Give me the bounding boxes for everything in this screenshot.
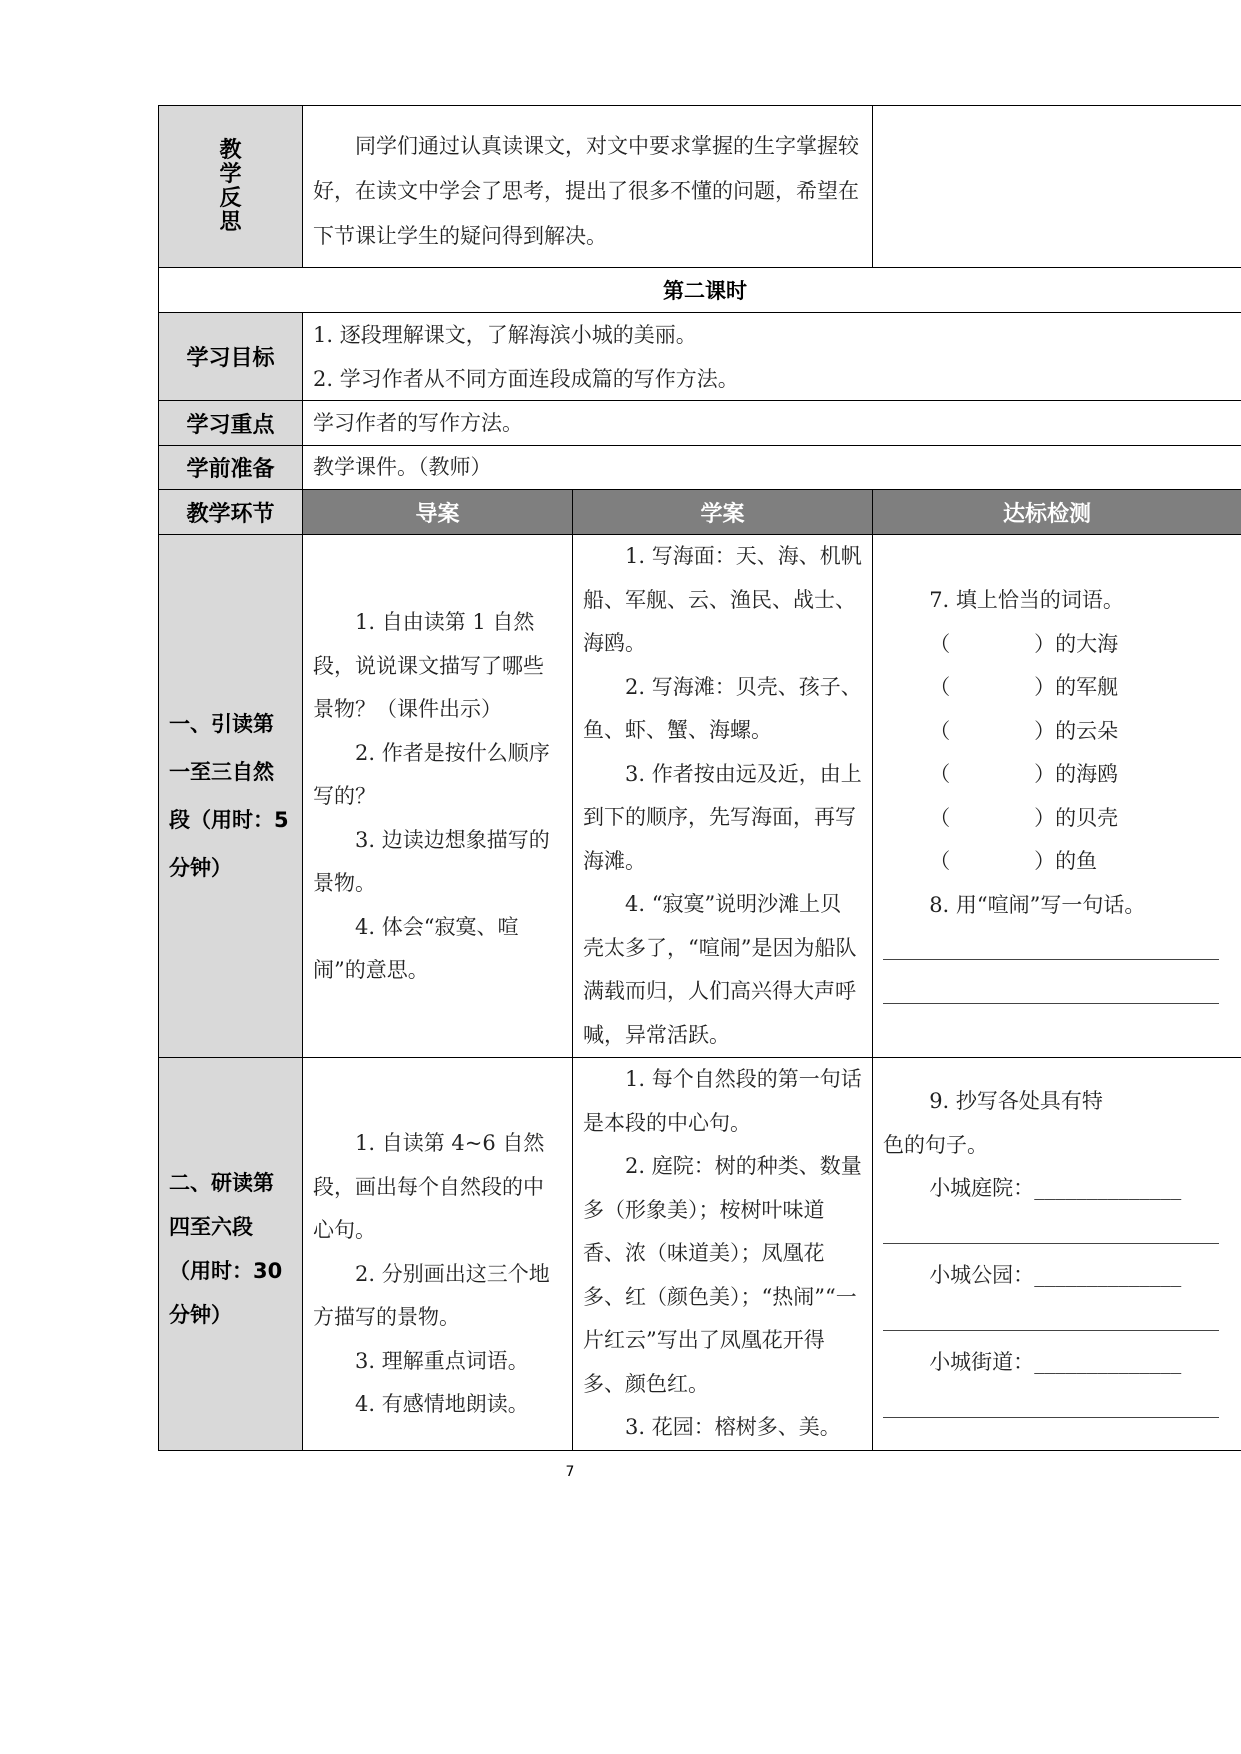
stage1-study — [572, 534, 873, 1058]
reflection-text: 同学们通过认真读课文，对文中要求掌握的生字掌握较好，在读文中学会了思考，提出了很多不懂的问题，希望在下节课让学生的疑问得到解决。 — [313, 134, 859, 248]
header-study — [572, 489, 873, 535]
fill-blank[interactable]: （ ）的鱼 — [929, 849, 1098, 873]
guide-item: 2. 分别画出这三个地方描写的景物。 — [313, 1261, 550, 1329]
stage2-guide — [302, 1057, 573, 1451]
goal-item: 1. 逐段理解课文，了解海滨小城的美丽。 — [313, 323, 697, 347]
reflection-label-char: 学 — [219, 161, 242, 187]
stage1-check — [872, 534, 1241, 1058]
study-item: 3. 作者按由远及近，由上到下的顺序，先写海面，再写海滩。 — [583, 761, 862, 873]
fill-blank[interactable]: （ ）的海鸥 — [929, 762, 1119, 786]
guide-item: 1. 自由读第 1 自然段，说说课文描写了哪些景物？（课件出示） — [313, 610, 544, 721]
answer-line[interactable]: ________________________________ — [883, 979, 1219, 1004]
header-guide-text: 导案 — [415, 501, 460, 527]
stage2-check — [872, 1057, 1241, 1451]
prep-text: 教学课件。（教师） — [313, 455, 492, 479]
focus-cell — [302, 400, 1241, 446]
page-number: 7 — [565, 1464, 575, 1480]
stage2-label — [158, 1057, 303, 1451]
reflection-label-char: 教 — [219, 137, 242, 163]
study-item: 3. 花园：榕树多、美。 — [625, 1415, 841, 1439]
reflection-label-char: 思 — [219, 209, 242, 235]
guide-item: 1. 自读第 4~6 自然段，画出每个自然段的中心句。 — [313, 1131, 545, 1242]
prep-cell — [302, 445, 1241, 490]
study-item: 2. 写海滩：贝壳、孩子、鱼、虾、蟹、海螺。 — [583, 674, 862, 742]
copy-item — [883, 1167, 1241, 1211]
stage2-study — [572, 1057, 873, 1451]
copy-item — [883, 1254, 1241, 1298]
check-question: 9. 抄写各处具有特色的句子。 — [883, 1089, 1103, 1157]
study-item: 1. 每个自然段的第一句话是本段的中心句。 — [583, 1067, 862, 1135]
goals-label-text: 学习目标 — [186, 346, 275, 371]
copy-item-label: 小城公园： — [929, 1263, 1035, 1287]
copy-line-full[interactable]: ________________________________ — [883, 1219, 1219, 1244]
stage2-label-text: 二、研读第四至六段（用时：30 分钟） — [169, 1171, 283, 1327]
fill-blank[interactable]: （ ）的云朵 — [929, 718, 1119, 743]
copy-line-full[interactable]: ________________________________ — [883, 1393, 1219, 1418]
study-item: 4. “寂寞”说明沙滩上贝壳太多了，“喧闹”是因为船队满载而归，人们高兴得大声呼喊，异常活跃。 — [583, 892, 857, 1047]
guide-item: 4. 有感情地朗读。 — [355, 1392, 529, 1416]
copy-item-label: 小城庭院： — [929, 1176, 1035, 1200]
copy-item-label: 小城街道： — [929, 1350, 1035, 1374]
header-guide — [302, 489, 573, 535]
header-stage — [158, 489, 303, 535]
copy-line[interactable]: ______________ — [1034, 1176, 1182, 1200]
reflection-text-cell — [302, 105, 873, 268]
focus-text: 学习作者的写作方法。 — [313, 410, 523, 435]
guide-item: 3. 边读边想象描写的景物。 — [313, 827, 550, 895]
answer-line[interactable]: ________________________________ — [883, 936, 1219, 960]
reflection-empty-cell — [872, 105, 1241, 268]
header-stage-text: 教学环节 — [186, 501, 275, 527]
goals-cell — [302, 312, 1241, 401]
copy-line[interactable]: ______________ — [1034, 1263, 1182, 1287]
guide-item: 3. 理解重点词语。 — [355, 1348, 529, 1373]
focus-label — [158, 400, 303, 446]
reflection-label-char: 反 — [219, 185, 242, 211]
lesson-title-text: 第二课时 — [663, 279, 747, 303]
focus-label-text: 学习重点 — [186, 412, 275, 438]
goals-label — [158, 312, 303, 401]
copy-line-full[interactable]: ________________________________ — [883, 1306, 1219, 1331]
fill-blank[interactable]: （ ）的军舰 — [929, 675, 1119, 699]
header-check — [872, 489, 1241, 535]
guide-item: 4. 体会“寂寞、喧闹”的意思。 — [313, 914, 519, 982]
lesson-title — [158, 267, 1241, 313]
copy-line[interactable]: ______________ — [1034, 1350, 1182, 1374]
header-check-text: 达标检测 — [1003, 501, 1092, 527]
copy-item — [883, 1341, 1241, 1385]
study-item: 2. 庭院：树的种类、数量多（形象美）；桉树叶味道香、浓（味道美）；凤凰花多、红（颜色美）；“热闹”“一片红云”写出了凤凰花开得多、颜色红。 — [583, 1154, 862, 1396]
header-study-text: 学案 — [700, 501, 745, 527]
prep-label-text: 学前准备 — [186, 457, 275, 482]
stage1-label — [158, 534, 303, 1058]
fill-blank[interactable]: （ ）的大海 — [929, 631, 1119, 656]
guide-item: 2. 作者是按什么顺序写的？ — [313, 740, 550, 808]
reflection-label — [158, 105, 303, 268]
prep-label — [158, 445, 303, 490]
stage1-guide — [302, 534, 573, 1058]
check-question: 8. 用“喧闹”写一句话。 — [929, 892, 1146, 917]
check-question: 7. 填上恰当的词语。 — [929, 588, 1124, 612]
fill-blank[interactable]: （ ）的贝壳 — [929, 805, 1119, 830]
goal-item: 2. 学习作者从不同方面连段成篇的写作方法。 — [313, 367, 739, 391]
study-item: 1. 写海面：天、海、机帆船、军舰、云、渔民、战士、海鸥。 — [583, 544, 862, 655]
stage1-label-text: 一、引读第一至三自然段（用时：5 分钟） — [169, 712, 289, 880]
